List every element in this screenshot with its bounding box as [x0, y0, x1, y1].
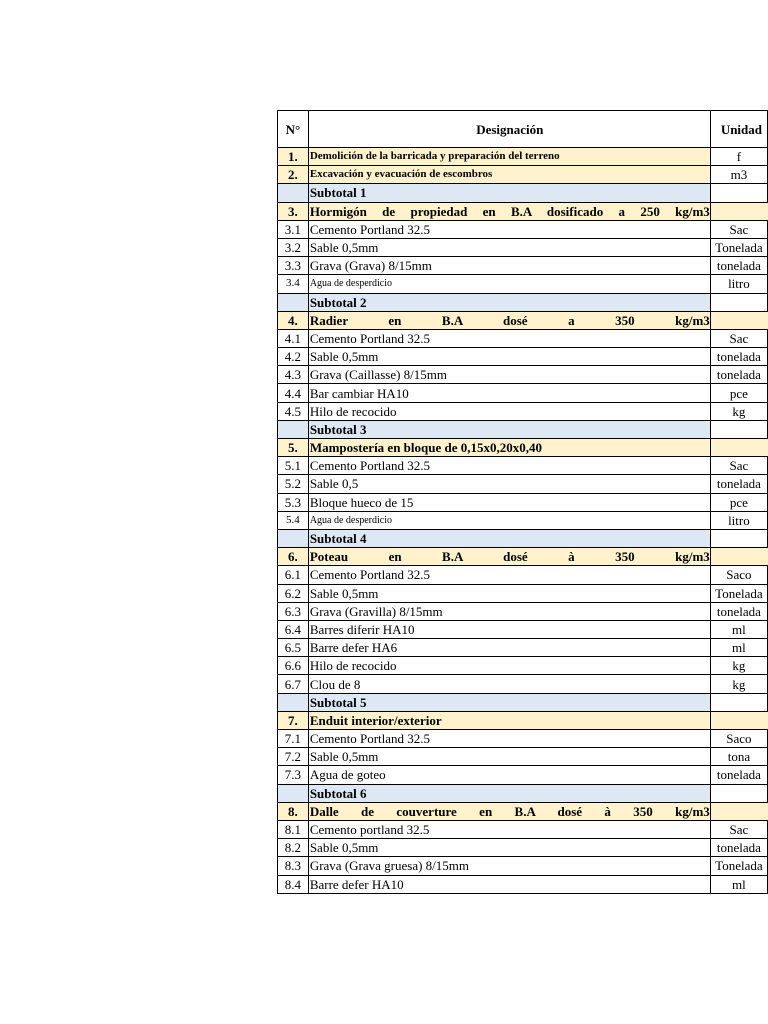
row-number: 8.4 — [278, 875, 309, 893]
row-designation: Cemento Portland 32.5 — [308, 329, 710, 347]
table-row — [278, 257, 768, 275]
subtotal-row — [278, 293, 768, 311]
row-number: 6. — [278, 548, 309, 566]
row-unit — [710, 293, 767, 311]
row-designation: Sable 0,5mm — [308, 238, 710, 256]
row-designation — [308, 802, 710, 820]
row-unit: tonelada — [710, 348, 767, 366]
row-unit: pce — [710, 493, 767, 511]
row-number — [278, 293, 309, 311]
row-designation: Demolición de la barricada y preparación del terreno — [308, 148, 710, 166]
row-designation: Cemento Portland 32.5 — [308, 457, 710, 475]
row-designation-text: Poteau en B.A dosé à 350 kg/m3 — [309, 549, 710, 565]
row-unit: tonelada — [710, 475, 767, 493]
row-unit — [710, 711, 767, 729]
table-row — [278, 820, 768, 838]
row-designation-text: Hormigón de propiedad en B.A dosificado a 250 kg/m3 — [309, 203, 710, 219]
row-number: 5.1 — [278, 457, 309, 475]
row-number: 5.4 — [278, 511, 309, 529]
row-number: 4. — [278, 311, 309, 329]
row-designation: Sable 0,5mm — [308, 348, 710, 366]
row-number: 3.2 — [278, 238, 309, 256]
subtotal-row — [278, 529, 768, 547]
row-number — [278, 184, 309, 202]
table-row — [278, 675, 768, 693]
row-designation: Hilo de recocido — [308, 402, 710, 420]
row-designation: Sable 0,5mm — [308, 748, 710, 766]
section-row — [278, 311, 768, 329]
row-designation: Clou de 8 — [308, 675, 710, 693]
row-unit: litro — [710, 511, 767, 529]
row-designation: Bar cambiar HA10 — [308, 384, 710, 402]
row-unit: ml — [710, 620, 767, 638]
table-row — [278, 766, 768, 784]
section-row — [278, 166, 768, 184]
row-unit: Sac — [710, 220, 767, 238]
subtotal-row — [278, 784, 768, 802]
subtotal-row — [278, 420, 768, 438]
row-unit: kg — [710, 675, 767, 693]
row-designation: Agua de goteo — [308, 766, 710, 784]
row-designation-text: Dalle de couverture en B.A dosé à 350 kg/m3 — [309, 803, 710, 819]
row-unit: tonelada — [710, 602, 767, 620]
table-row — [278, 402, 768, 420]
row-number: 5.2 — [278, 475, 309, 493]
row-designation — [308, 202, 710, 220]
row-designation: Cemento Portland 32.5 — [308, 566, 710, 584]
row-unit: Sac — [710, 457, 767, 475]
row-designation: Enduit interior/exterior — [308, 711, 710, 729]
row-unit: litro — [710, 275, 767, 293]
table-row — [278, 566, 768, 584]
header-designation: Designación — [308, 111, 710, 148]
row-number: 4.4 — [278, 384, 309, 402]
row-number: 7.2 — [278, 748, 309, 766]
row-number: 6.1 — [278, 566, 309, 584]
row-unit — [710, 420, 767, 438]
table-row — [278, 584, 768, 602]
row-unit — [710, 802, 767, 820]
row-number: 7.3 — [278, 766, 309, 784]
row-designation: Subtotal 5 — [308, 693, 710, 711]
row-unit: ml — [710, 639, 767, 657]
row-designation: Cemento portland 32.5 — [308, 820, 710, 838]
section-row — [278, 439, 768, 457]
table-row — [278, 730, 768, 748]
table-row — [278, 366, 768, 384]
row-number: 2. — [278, 166, 309, 184]
row-unit — [710, 311, 767, 329]
row-unit — [710, 202, 767, 220]
row-unit: Tonelada — [710, 238, 767, 256]
row-designation: Subtotal 1 — [308, 184, 710, 202]
row-number: 6.5 — [278, 639, 309, 657]
row-designation: Subtotal 2 — [308, 293, 710, 311]
row-number: 6.6 — [278, 657, 309, 675]
row-number: 4.1 — [278, 329, 309, 347]
section-row — [278, 548, 768, 566]
row-number: 3.4 — [278, 275, 309, 293]
row-designation — [308, 311, 710, 329]
row-number: 8.2 — [278, 839, 309, 857]
table-row — [278, 857, 768, 875]
subtotal-row — [278, 693, 768, 711]
row-unit: Sac — [710, 329, 767, 347]
row-unit: tonelada — [710, 366, 767, 384]
row-number: 1. — [278, 148, 309, 166]
row-unit: tonelada — [710, 766, 767, 784]
materials-table-sheet — [277, 110, 768, 894]
row-designation: Grava (Grava) 8/15mm — [308, 257, 710, 275]
table-row — [278, 475, 768, 493]
row-designation-text: Radier en B.A dosé a 350 kg/m3 — [309, 312, 710, 328]
table-row — [278, 384, 768, 402]
table-row — [278, 511, 768, 529]
table-row — [278, 348, 768, 366]
table-row — [278, 493, 768, 511]
row-designation: Agua de desperdicio — [308, 275, 710, 293]
table-row — [278, 602, 768, 620]
row-unit — [710, 439, 767, 457]
row-unit: ml — [710, 875, 767, 893]
row-number: 3.3 — [278, 257, 309, 275]
table-header-row — [278, 111, 768, 148]
row-unit: Saco — [710, 730, 767, 748]
row-designation: Subtotal 3 — [308, 420, 710, 438]
row-unit: m3 — [710, 166, 767, 184]
row-number: 6.2 — [278, 584, 309, 602]
row-unit: tonelada — [710, 257, 767, 275]
table-row — [278, 657, 768, 675]
row-designation: Barres diferir HA10 — [308, 620, 710, 638]
section-row — [278, 148, 768, 166]
row-unit — [710, 693, 767, 711]
row-number: 5. — [278, 439, 309, 457]
row-unit: kg — [710, 657, 767, 675]
row-number: 6.4 — [278, 620, 309, 638]
row-number: 4.5 — [278, 402, 309, 420]
table-row — [278, 875, 768, 893]
row-designation: Grava (Grava gruesa) 8/15mm — [308, 857, 710, 875]
row-unit: pce — [710, 384, 767, 402]
row-designation: Hilo de recocido — [308, 657, 710, 675]
header-unit: Unidad — [710, 111, 767, 148]
table-row — [278, 238, 768, 256]
row-number: 4.2 — [278, 348, 309, 366]
row-designation: Sable 0,5mm — [308, 584, 710, 602]
row-number: 5.3 — [278, 493, 309, 511]
row-designation: Grava (Caillasse) 8/15mm — [308, 366, 710, 384]
row-designation: Sable 0,5mm — [308, 839, 710, 857]
row-designation: Sable 0,5 — [308, 475, 710, 493]
subtotal-row — [278, 184, 768, 202]
row-unit — [710, 529, 767, 547]
section-row — [278, 711, 768, 729]
section-row — [278, 202, 768, 220]
row-unit: f — [710, 148, 767, 166]
row-unit: Saco — [710, 566, 767, 584]
row-designation — [308, 548, 710, 566]
row-designation: Subtotal 4 — [308, 529, 710, 547]
row-designation: Grava (Gravilla) 8/15mm — [308, 602, 710, 620]
row-unit: tonelada — [710, 839, 767, 857]
row-number: 7. — [278, 711, 309, 729]
row-unit: tona — [710, 748, 767, 766]
row-number: 8.3 — [278, 857, 309, 875]
table-row — [278, 620, 768, 638]
row-designation: Barre defer HA6 — [308, 639, 710, 657]
row-number: 4.3 — [278, 366, 309, 384]
row-designation: Subtotal 6 — [308, 784, 710, 802]
row-number — [278, 529, 309, 547]
row-number: 3.1 — [278, 220, 309, 238]
row-number — [278, 693, 309, 711]
row-number: 8.1 — [278, 820, 309, 838]
table-row — [278, 839, 768, 857]
row-number: 8. — [278, 802, 309, 820]
table-row — [278, 329, 768, 347]
section-row — [278, 802, 768, 820]
table-row — [278, 748, 768, 766]
table-row — [278, 457, 768, 475]
materials-table — [277, 110, 768, 894]
table-row — [278, 220, 768, 238]
row-number: 7.1 — [278, 730, 309, 748]
row-unit — [710, 184, 767, 202]
table-row — [278, 275, 768, 293]
row-unit: Tonelada — [710, 857, 767, 875]
row-designation: Agua de desperdicio — [308, 511, 710, 529]
row-number — [278, 784, 309, 802]
row-designation: Barre defer HA10 — [308, 875, 710, 893]
row-number: 6.3 — [278, 602, 309, 620]
table-row — [278, 639, 768, 657]
row-number: 3. — [278, 202, 309, 220]
row-designation: Cemento Portland 32.5 — [308, 730, 710, 748]
row-number — [278, 420, 309, 438]
row-number: 6.7 — [278, 675, 309, 693]
row-designation: Mampostería en bloque de 0,15x0,20x0,40 — [308, 439, 710, 457]
row-unit: Tonelada — [710, 584, 767, 602]
row-designation: Excavación y evacuación de escombros — [308, 166, 710, 184]
row-unit — [710, 548, 767, 566]
row-unit: kg — [710, 402, 767, 420]
header-number: N° — [278, 111, 309, 148]
row-designation: Cemento Portland 32.5 — [308, 220, 710, 238]
row-unit — [710, 784, 767, 802]
row-designation: Bloque hueco de 15 — [308, 493, 710, 511]
row-unit: Sac — [710, 820, 767, 838]
